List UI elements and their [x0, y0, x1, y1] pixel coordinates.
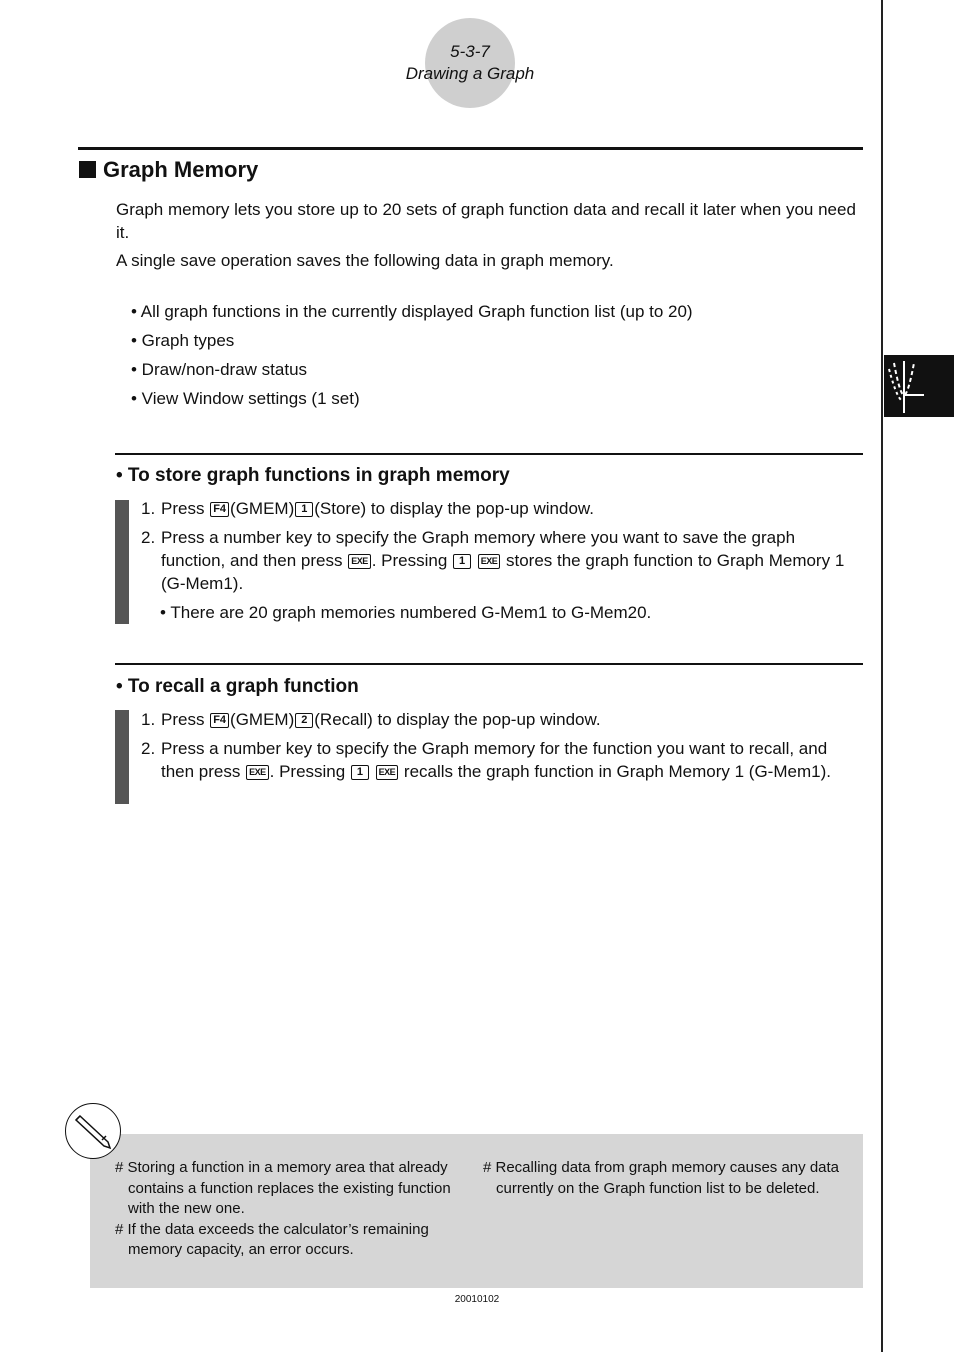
- exe-key-icon: EXE: [246, 765, 269, 780]
- step-item: 2. Press a number key to specify the Graph memory for the function you want to recall, and then press EXE . Pressing 1 EXE recalls the graph function in Graph Memory 1 (G-Mem1).: [141, 739, 831, 781]
- f4-key-icon: F4: [210, 713, 229, 728]
- step-item: 1. Press F4 (GMEM) 2 (Recall) to display the pop-up window.: [141, 710, 601, 729]
- store-procedure-title: • To store graph functions in graph memory: [116, 465, 510, 486]
- header-circle: [425, 18, 515, 108]
- store-steps: [141, 497, 856, 624]
- step-item: 1. Press F4 (GMEM) 1 (Store) to display the pop-up window.: [141, 499, 594, 518]
- one-key-icon: 1: [351, 765, 369, 780]
- intro-paragraph: Graph memory lets you store up to 20 sets of graph function data and recall it later when you need it.: [116, 200, 856, 242]
- section-header-title: Drawing a Graph: [405, 64, 535, 83]
- step-item: 2. Press a number key to specify the Graph memory where you want to save the graph function, and then press EXE . Pressing 1 EXE stores the graph function to Graph Memory 1 (G-Mem1).: [141, 528, 845, 593]
- note-item: # Storing a function in a memory area that already contains a function replaces the existing function with the new one.: [115, 1159, 451, 1217]
- one-key-icon: 1: [295, 502, 313, 517]
- section-number: 5-3-7: [450, 42, 490, 61]
- margin-rule: [881, 0, 883, 1352]
- one-key-icon: 1: [453, 554, 471, 569]
- page-title: Graph Memory: [103, 157, 259, 182]
- notes-column-left: [115, 1158, 465, 1261]
- list-item: • Graph types: [131, 331, 235, 350]
- notes-column-right: [483, 1158, 843, 1199]
- saved-data-list: [131, 300, 861, 416]
- two-key-icon: 2: [295, 713, 313, 728]
- recall-steps: [141, 708, 856, 789]
- list-item: • Draw/non-draw status: [131, 360, 308, 379]
- list-item: • View Window settings (1 set): [131, 389, 360, 408]
- exe-key-icon: EXE: [478, 554, 501, 569]
- section-rule: [78, 147, 863, 150]
- graph-mode-icon: [884, 355, 954, 417]
- list-item: • All graph functions in the currently displayed Graph function list (up to 20): [131, 302, 693, 321]
- subsection-rule: [115, 663, 863, 665]
- procedure-bar: [115, 710, 129, 804]
- note-item: # If the data exceeds the calculator’s remaining memory capacity, an error occurs.: [115, 1220, 429, 1258]
- procedure-bar: [115, 500, 129, 624]
- store-note: • There are 20 graph memories numbered G-Mem1 to G-Mem20.: [160, 603, 652, 622]
- exe-key-icon: EXE: [348, 554, 371, 569]
- footer-code: 20010102: [454, 1294, 500, 1305]
- intro-paragraph: A single save operation saves the following data in graph memory.: [116, 251, 614, 270]
- f4-key-icon: F4: [210, 502, 229, 517]
- subsection-rule: [115, 453, 863, 455]
- note-item: # Recalling data from graph memory causes any data currently on the Graph function list to be deleted.: [483, 1159, 840, 1197]
- square-bullet-icon: [79, 161, 96, 178]
- exe-key-icon: EXE: [376, 765, 399, 780]
- recall-procedure-title: • To recall a graph function: [116, 676, 359, 697]
- pencil-icon: [65, 1103, 121, 1159]
